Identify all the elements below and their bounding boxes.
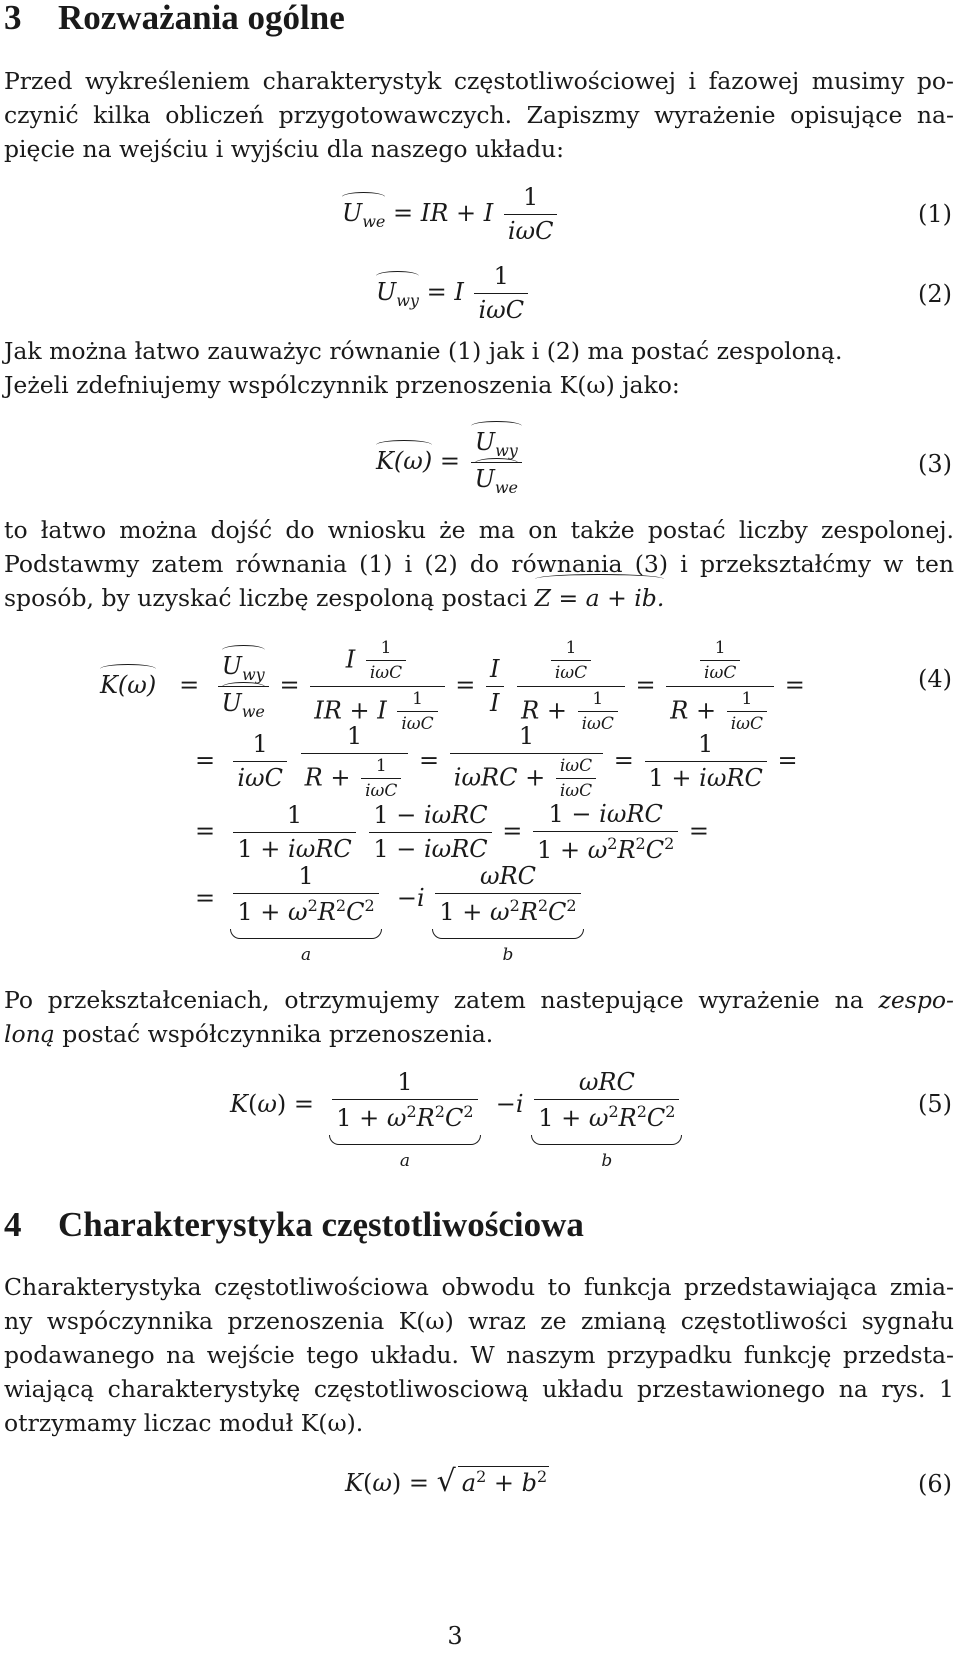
equation-5: K(ω) = $\frac{1}{1 + \omega^2R^2C^2}$ a −i $\frac{\text{ωRC}}{1 + \omega^2R^2C^2}$ b: [230, 1068, 682, 1171]
brace-label: b: [601, 1150, 613, 1171]
equation-number: (3): [918, 450, 952, 478]
section-heading: [4, 1205, 584, 1245]
text-line: wiającą charakterystykę częstotliwosciową układu przestawionego na rys. 1: [4, 1375, 954, 1403]
paragraph-result: [4, 983, 954, 1051]
brace-icon: [432, 929, 583, 939]
underbrace-a: $\frac{1}{1 + \omega^2R^2C^2}$ a: [230, 862, 381, 965]
section-number: 3: [4, 0, 22, 37]
section-heading: [4, 0, 345, 38]
text-line: podawanego na wejście tego układu. W naszym przypadku funkcję przedsta-: [4, 1341, 954, 1369]
brace-label: a: [399, 1150, 410, 1171]
paragraph-intro: [4, 64, 954, 166]
equation-6: K(ω) = √ $a^2 + b^2$: [345, 1464, 548, 1499]
text-line: Po przekształceniach, otrzymujemy zatem nastepujące wyrażenie na zespo-: [4, 986, 954, 1014]
equation-number: (5): [918, 1090, 952, 1118]
text-line: to łatwo można dojść do wniosku że ma on także postać liczby zespolonej.: [4, 516, 954, 544]
text-line: Przed wykreśleniem charakterystyk częstotliwościowej i fazowej musimy po-: [4, 67, 954, 95]
brace-icon: [531, 1135, 682, 1145]
equation-4-row-3: = $\frac{1}{\text{1 + iωRC}}$ $\frac{\text{1 − iωRC}}{\text{1 − iωRC}}$ = $\frac{\text{1 − iωRC}}{1 + \omega^2R^2C^2}$ =: [195, 800, 710, 864]
text-line: ny wspóczynnika przenoszenia K(ω) wraz ze zmianą częstotliwości sygnału: [4, 1307, 954, 1335]
equation-4-row-4: = $\frac{1}{1 + \omega^2R^2C^2}$ a −i $\frac{\text{ωRC}}{1 + \omega^2R^2C^2}$ b: [195, 862, 584, 965]
paragraph-substitution: [4, 513, 954, 615]
brace-icon: [329, 1135, 480, 1145]
text-line: sposób, by uzyskać liczbę zespoloną postaci Z = a + ib.: [4, 581, 954, 615]
brace-label: a: [300, 944, 312, 965]
equation-4-row-2: = $\frac{1}{\text{iωC}}$ 1 R + $\frac{1}{\text{iωC}}$ = 1 iωRC + $\frac{\text{iωC}}{\text{iωC}}$ = $\frac{1}{\text{1 + iωRC}}$ =: [195, 722, 798, 802]
page-number: 3: [447, 1622, 463, 1650]
equation-2: $U_{wy} = I$ $\frac{1}{\text{iωC}}$: [376, 262, 531, 325]
text-line: Charakterystyka częstotliwościowa obwodu to funkcja przedstawiająca zmia-: [4, 1273, 954, 1301]
text-line: Jak można łatwo zauważyc równanie (1) jak i (2) ma postać zespoloną.: [4, 337, 843, 365]
equation-1: $U_{we}$ = IR + I $\frac{1}{\text{iωC}}$: [342, 183, 560, 246]
text-line: Jeżeli zdefniujemy wspólczynnik przenoszenia K(ω) jako:: [4, 371, 680, 399]
equation-number: (6): [918, 1470, 952, 1498]
brace-label: b: [502, 944, 514, 965]
underbrace-a: $\frac{1}{1 + \omega^2R^2C^2}$ a: [329, 1068, 480, 1171]
text-line: otrzymamy liczac moduł K(ω).: [4, 1409, 364, 1437]
underbrace-b: $\frac{\text{ωRC}}{1 + \omega^2R^2C^2}$ b: [432, 862, 583, 965]
text-line: czynić kilka obliczeń przygotowawczych. Zapiszmy wyrażenie opisujące na-: [4, 101, 954, 129]
equation-4-row-1: K(ω) = $\frac{U_{wy}}{U_{we}}$ = I $\frac{1}{\text{iωC}}$ IR + I $\frac{1}{\text{iωC}}$ = $\frac{I}{I}$ $\frac{1}{\text{iωC}}$ R + $\frac{1}{\text{iωC}}$ = $\frac{1}{\text{iωC}}$ R + $\frac{1}{\text{iωC}}$ =: [100, 638, 805, 735]
brace-icon: [230, 929, 381, 939]
underbrace-b: $\frac{\text{ωRC}}{1 + \omega^2R^2C^2}$ b: [531, 1068, 682, 1171]
section-title: Charakterystyka częstotliwościowa: [58, 1205, 584, 1244]
paragraph-complex-form: [4, 334, 954, 402]
equation-number: (2): [918, 280, 952, 308]
text-line: pięcie na wejściu i wyjściu dla naszego układu:: [4, 135, 565, 163]
section-number: 4: [4, 1205, 22, 1244]
equation-number: (4): [918, 665, 952, 693]
equation-number: (1): [918, 200, 952, 228]
equation-3: K(ω) = $\frac{U_{wy}}{U_{we}}$: [376, 428, 525, 497]
text-line: Podstawmy zatem równania (1) i (2) do równania (3) i przekształćmy w ten: [4, 550, 954, 578]
paragraph-frequency-response: [4, 1270, 954, 1440]
section-title: Rozważania ogólne: [58, 0, 345, 37]
text-line: loną postać współczynnika przenoszenia.: [4, 1020, 494, 1048]
